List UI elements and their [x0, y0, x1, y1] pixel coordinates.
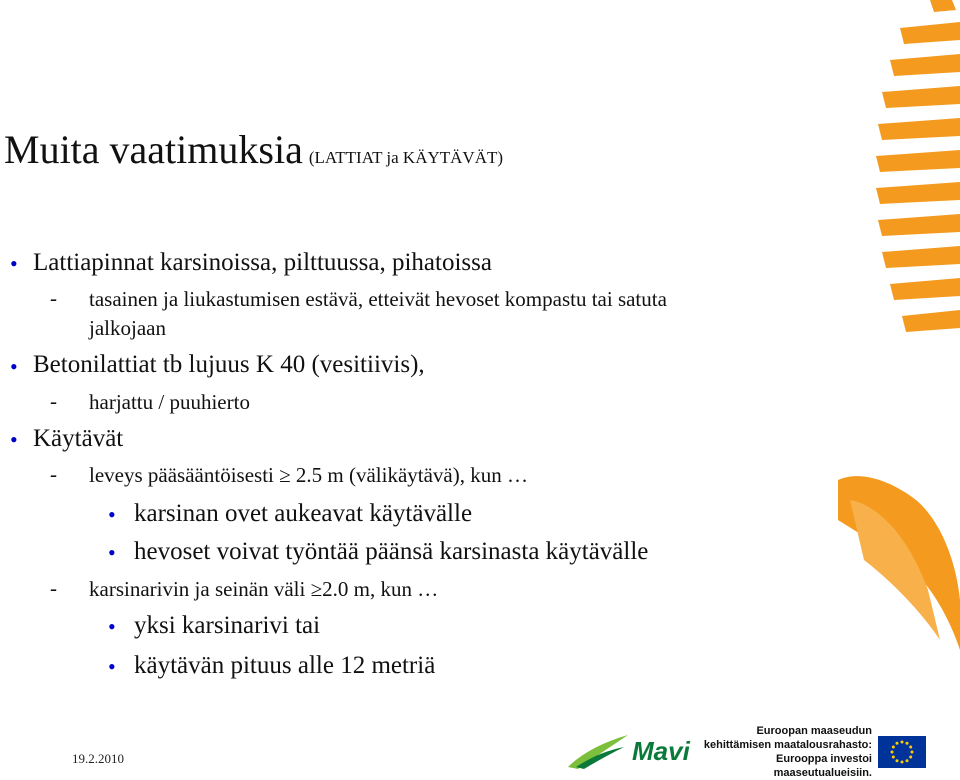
bullet-dot-icon: •: [10, 251, 18, 276]
title-subtitle: (LATTIAT ja KÄYTÄVÄT): [308, 148, 504, 167]
title-main: Muita vaatimuksia: [4, 127, 303, 172]
list-item: tasainen ja liukastumisen estävä, etteivät hevoset kompastu tai satuta: [89, 287, 667, 311]
list-item: jalkojaan: [89, 316, 166, 340]
list-item: Lattiapinnat karsinoissa, pilttuussa, pihatoissa: [33, 249, 492, 276]
list-item: karsinarivin ja seinän väli ≥2.0 m, kun …: [89, 577, 439, 601]
dash-icon: -: [50, 576, 57, 600]
orange-stripes-decoration: [820, 0, 960, 650]
dash-icon: -: [50, 286, 57, 310]
list-item: harjattu / puuhierto: [89, 390, 250, 414]
eu-text-line: Eurooppa investoi maaseutualueisiin.: [773, 753, 872, 779]
dash-icon: -: [50, 462, 57, 486]
list-item: Käytävät: [33, 425, 124, 452]
mavi-leaf-logo: [566, 733, 630, 769]
eu-funding-text: [694, 724, 872, 780]
bullet-dot-icon: •: [108, 614, 116, 639]
eu-text-line: kehittämisen maatalousrahasto:: [703, 739, 872, 751]
slide-date: 19.2.2010: [72, 751, 124, 766]
list-item: Betonilattiat tb lujuus K 40 (vesitiivis),: [33, 351, 425, 378]
eu-flag-icon: [878, 736, 926, 768]
page-title: [4, 126, 503, 182]
list-item: leveys pääsääntöisesti ≥ 2.5 m (välikäytävä), kun …: [89, 463, 528, 487]
bullet-dot-icon: •: [10, 354, 18, 379]
list-item: käytävän pituus alle 12 metriä: [134, 652, 436, 679]
bullet-dot-icon: •: [108, 540, 116, 565]
bullet-dot-icon: •: [108, 502, 116, 527]
bullet-dot-icon: •: [10, 427, 18, 452]
eu-text-line: Euroopan maaseudun: [756, 725, 872, 737]
mavi-logo-text: Mavi: [632, 736, 690, 766]
list-item: yksi karsinarivi tai: [134, 612, 321, 639]
dash-icon: -: [50, 389, 57, 413]
bullet-dot-icon: •: [108, 654, 116, 679]
list-item: hevoset voivat työntää päänsä karsinasta käytävälle: [134, 538, 649, 565]
list-item: karsinan ovet aukeavat käytävälle: [134, 500, 473, 527]
